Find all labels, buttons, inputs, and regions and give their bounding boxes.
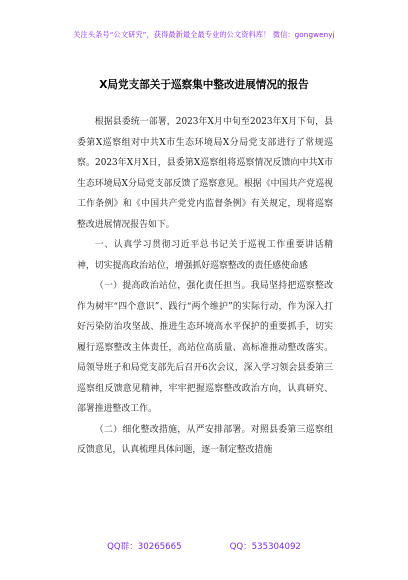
footer-qq-group: QQ群：30265665 (107, 542, 182, 552)
footer-contact (0, 540, 408, 552)
document-title: X局党支部关于巡察集中整改进展情况的报告 (99, 79, 309, 91)
header-banner: 关注头条号“公文研究”，获得最新最全最专业的公文资料库！ 微信：gongwenyj (73, 30, 335, 39)
paragraph-section-one-heading: 一、认真学习贯彻习近平总书记关于巡视工作重要讲话精神，切实提高政治站位，增强抓好巡察整改的责任感使命感 (77, 240, 333, 271)
paragraph-subsection-one: （一）提高政治站位，强化责任担当。我局坚持把巡察整改作为树牢“四个意识”、践行“两个维护”的实际行动，作为深入打好污染防治攻坚战、推进生态环境高水平保护的重要抓手，切实履行巡察整改主体责任，高站位高质量、高标准推动整改落实。局领导班子和局党支部先后召开6次会议，深入学习领会县委第三巡察组反馈意见精神，牢牢把握巡察整改政治方向，认真研究、部署推进整改工作。 (77, 281, 333, 414)
footer-qq-number: QQ：535304092 (229, 542, 301, 552)
paragraph-subsection-two: （二）细化整改措施，从严安排部署。对照县委第三巡察组反馈意见，认真梳理具体问题，逐一制定整改措施 (77, 424, 333, 455)
paragraph-intro: 根据县委统一部署，2023年X月中旬至2023年X月下旬，县委第X巡察组对中共X市生态环境局X分局党支部进行了常规巡察。2023年X月X日，县委第X巡察组将巡察情况反馈向中共X市生态环境局X分局党支部反馈了巡察意见。根据《中国共产党巡视工作条例》和《中国共产党党内监督条例》有关规定，现将巡察整改进展情况报告如下。 (77, 117, 333, 230)
document-body (77, 112, 333, 461)
